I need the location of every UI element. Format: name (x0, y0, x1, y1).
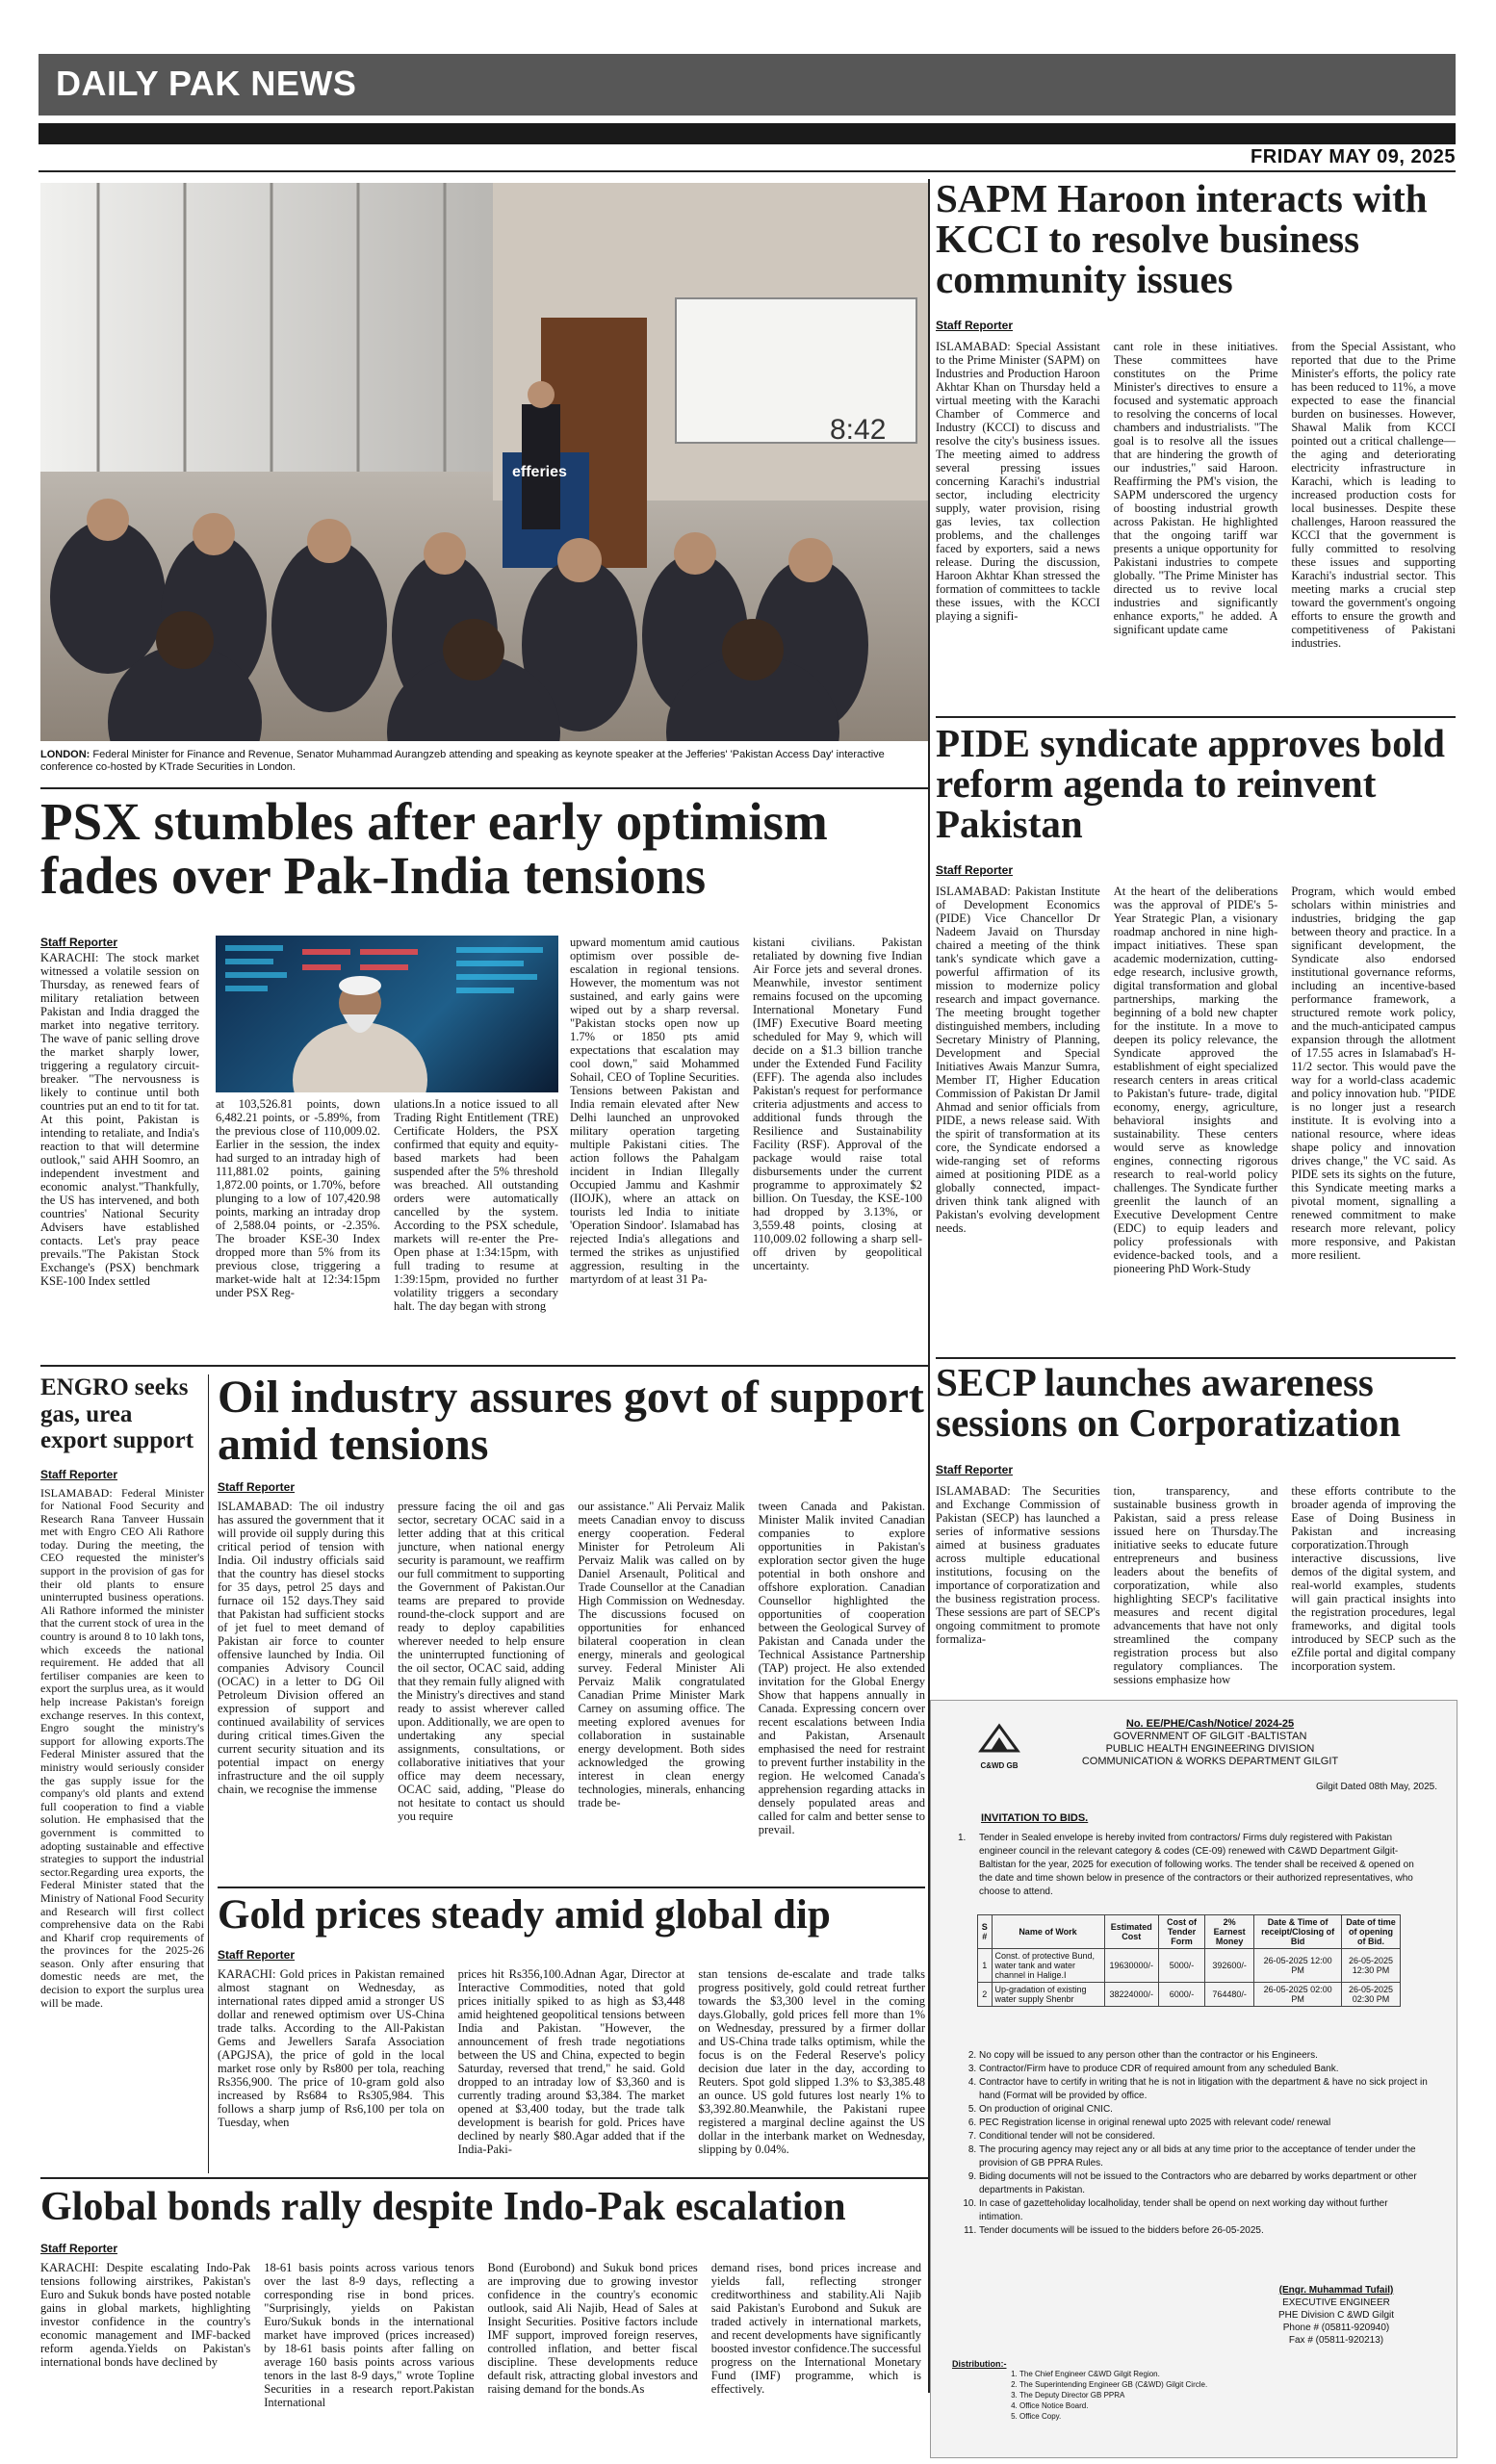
pide-col-3: Program, which would embed scholars within ministries and industries, bridging the gap between theory and practice. In a significant development, the Syndicate also endorsed institutional governance reforms, including an incentive-based performance framework, a structured remote work policy, and the much-anticipated campus expansion through the allotment of 17.55 acres in Islamabad's H-11/2 sector. This would pave the way for a world-class academic and policy innovation hub. "PIDE is no longer just a research institute. It is evolving into a national resource, where ideas shape policy and innovation drives change," the VC said. As PIDE sets its sights on the future, this Syndicate meeting marks a pivotal moment, signalling a renewed commitment to make research more relevant, policy more responsive, and Pakistan more resilient. (1291, 885, 1457, 1263)
rule (936, 716, 1456, 718)
rule (40, 787, 928, 789)
table-cell: 2 (978, 1983, 993, 2007)
notice-intro-wrap (958, 1832, 1430, 1899)
gold-article (218, 1894, 925, 2173)
psx-col-4: upward momentum amid cautious optimism over possible de-escalation in regional tensions. However, the momentum was not sustained, and early gains were wiped out by a sharp reversal. "Pakistan stocks open now up 1.7% or 1850 pts amid expectations that escalation may cool down," said Mohammed Sohail, CEO of Topline Securities. Tensions between Pakistan and India remain elevated after New Delhi launched an unprovoked military operation targeting multiple Pakistani cities. The action follows the Pahalgam incident in Indian Illegally Occupied Jammu and Kashmir (IIOJK), where an attack on tourists led India to initiate 'Operation Sindoor'. Islamabad has rejected India's allegations and termed the strikes as unjustified aggression, resulting in the martyrdom of at least 31 Pa- (570, 936, 739, 1286)
notice-org1: GOVERNMENT OF GILGIT -BALTISTAN (1113, 1731, 1307, 1742)
condition-item: 10. In case of gazetteholiday localholiday, tender shall be opend on next working day without further intimation. (979, 2197, 1432, 2224)
sapm-article (936, 176, 1457, 717)
notice-item-1-number: 1. (958, 1833, 967, 1843)
top-rule (39, 170, 1456, 172)
podium-logo: efferies (512, 464, 567, 480)
sapm-headline: SAPM Haroon interacts with KCCI to resolve business community issues (936, 176, 1428, 301)
rule (936, 1357, 1456, 1359)
oil-headline: Oil industry assures govt of support amid tensions (218, 1372, 924, 1470)
tender-table-header (978, 1915, 1401, 1949)
oil-col-3: our assistance." Ali Pervaiz Malik meets Canadian envoy to discuss energy cooperation. Federal Minister for Petroleum Ali Pervaiz Malik was called on by Daniel Arsenault, Political and Trade Counsellor at the Canadian High Commission on Wednesday. The discussions focused on opportunities for enhanced bilateral cooperation in clean energy, minerals and geological survey. Federal Minister Ali Pervaiz Malik congratulated Canadian Prime Minister Mark Carney on assuming office. The meeting explored avenues for collaboration in sustainable energy development. Both sides acknowledged the growing interest in clean energy technologies, minerals, enhancing trade be- (578, 1499, 745, 1810)
psx-photo (216, 936, 558, 1092)
oil-col-2: pressure facing the oil and gas sector, secretary OCAC said in a letter adding that at this critical juncture, when national energy security is paramount, we reaffirm our full commitment to supporting the Government of Pakistan.Our teams are prepared to provide round-the-clock support and are ready to deploy capabilities wherever needed to help ensure the uninterrupted functioning of the oil sector, OCAC said, adding that they remain fully aligned with the Ministry's directives and stand ready to assist wherever called upon. Additionally, we are open to undertaking any special assignments, consultations, or collaborative initiatives that your office may deem necessary, OCAC said, adding, "Please do not hesitate to contact us should you require (398, 1499, 565, 1823)
signature-block (1254, 2284, 1418, 2347)
notice-header (1037, 1718, 1383, 1768)
rule (218, 1886, 925, 1888)
table-cell: 26-05-2025 12:00 PM (1254, 1949, 1342, 1983)
table-cell: 26-05-2025 02:30 PM (1341, 1983, 1400, 2007)
gold-headline: Gold prices steady amid global dip (218, 1892, 831, 1938)
condition-item: 3. Contractor/Firm have to produce CDR of required amount from any scheduled Bank. (979, 2063, 1432, 2076)
caption-text: Federal Minister for Finance and Revenue, Senator Muhammad Aurangzeb attending and speaking as keynote speaker at the Jefferies' 'Pakistan Access Day' interactive conference co-hosted by KTrade Securities in London. (40, 749, 885, 773)
bonds-col-1: KARACHI: Despite escalating Indo-Pak tensions following airstrikes, Pakistan's Euro and Sukuk bonds have posted notable gains in global markets, highlighting investor confidence in the country's economic management and IMF-backed reform agenda.Yields on Pakistan's international bonds have declined by (40, 2260, 251, 2369)
oil-col-1: ISLAMABAD: The oil industry has assured the government that it will provide oil supply during this critical period of tension with India. Oil industry officials said that the country has diesel stocks for 35 days, petrol 25 days and furnace oil 152 days.They said that Pakistan had sufficient stocks of jet fuel to meet demand of Pakistan air force to counter offensive launched by India. Oil companies Advisory Council (OCAC) in a letter to DG Oil Petroleum Division offered an expression of support and continued availability of services during critical times.Given the current security situation and its potential impact on energy infrastructure and the oil supply chain, we recognise the immense (218, 1499, 385, 1796)
condition-item: 11. Tender documents will be issued to the bidders before 26-05-2025. (979, 2224, 1432, 2238)
psx-byline: Staff Reporter (40, 936, 118, 949)
gold-col-1: KARACHI: Gold prices in Pakistan remained almost stagnant on Wednesday, as international rates dipped amid a stronger US dollar and renewed optimism over US-China trade talks. According to the All-Pakistan Gems and Jewellers Sarafa Association (APGJSA), the price of gold in the local market rose only by Rs800 per tola, reaching Rs356,900. The price of 10-gram gold also increased by Rs684 to Rs305,984. This follows a sharp jump of Rs6,100 per tola on Tuesday, when (218, 1966, 445, 2129)
pide-col-1: ISLAMABAD: Pakistan Institute of Development Economics (PIDE) Vice Chancellor Dr Nadeem Javaid on Thursday chaired a meeting of the think tank's syndicate which gave a powerful affirmation of its mission to modernize policy research and impact governance. The meeting brought together distinguished members, including Secretary Ministry of Planning, Development and Special Initiatives Awais Manzur Sumra, Member IT, Higher Education Commission of Pakistan Dr Jamil Ahmad and senior officials from PIDE, a news release said. With the spirit of transformation at its core, the Syndicate endorsed a wide-ranging set of reforms aimed at positioning PIDE as a globally connected, impact-driven think tank aligned with Pakistan's evolving development needs. (936, 885, 1100, 1236)
th-closing: Date & Time of receipt/Closing of Bid (1254, 1915, 1342, 1949)
th-form: Cost of Tender Form (1159, 1915, 1205, 1949)
tender-notice (930, 1700, 1457, 2458)
rule (40, 1365, 928, 1367)
bonds-byline: Staff Reporter (40, 2241, 118, 2255)
bonds-headline: Global bonds rally despite Indo-Pak escalation (40, 2185, 846, 2229)
notice-intro: Tender in Sealed envelope is hereby invited from contractors/ Firms duly registered with Pakistan engineer council in the relevant category & codes (CE-09) renewed with C&WD Department Gilgit- Baltistan for the year, 2025 for execution of following works. The tender shall be received & opened on the date and time shown below in presence of the contractors or their authorized representatives, who choose to attend. (979, 1833, 1414, 1897)
bonds-article (40, 2187, 921, 2446)
sapm-body (936, 340, 1456, 717)
pide-article (936, 721, 1457, 1366)
conference-photo-graphic (40, 183, 928, 741)
cwd-logo-icon (977, 1722, 1021, 1766)
screen-clock: 8:42 (830, 414, 887, 446)
psx-headline: PSX stumbles after early optimism fades over Pak-India tensions (40, 792, 828, 906)
sign-dept: PHE Division C &WD Gilgit (1277, 2310, 1395, 2321)
notice-org3: COMMUNICATION & WORKS DEPARTMENT GILGIT (1081, 1756, 1339, 1767)
table-cell: 764480/- (1205, 1983, 1254, 2007)
table-row (978, 1983, 1401, 2007)
engro-body: ISLAMABAD: Federal Minister for National Food Security and Research Rana Tanveer Hussain met with Engro CEO Ali Rathore today. During the meeting, the CEO requested the minister's support in the provision of gas for their old plants to ensure uninterrupted business operations. Ali Rathore informed the minister that the current stock of urea in the country is around 8 to 10 lakh tons, which exceeds the national requirement. He added that all fertiliser companies are keen to export the surplus urea, as it would help increase Pakistan's foreign exchange reserves. In this context, Engro sought the ministry's support for allowing exports.The Federal Minister assured that the ministry would seriously consider the gas supply issue for the company's old plants and extend full cooperation to find a viable solution. He emphasised that the government is committed to adopting sustainable and effective strategies to support the industrial sector.Regarding urea exports, the Federal Minister stated that the Ministry of National Food Security and Research will first collect comprehensive data on the Rabi and Kharif crop requirements of the provinces for the 2025-26 season. Only after ensuring that domestic needs are met, the decision to export the surplus urea will be made. (40, 1486, 204, 2010)
dateline: FRIDAY MAY 09, 2025 (1251, 146, 1456, 167)
pide-body (936, 885, 1456, 1366)
sign-name: (Engr. Muhammad Tufail) (1278, 2285, 1394, 2296)
secp-col-2: tion, transparency, and sustainable business growth in Pakistan, said a press release issued here on Thursday.The initiative seeks to educate future entrepreneurs and business leaders about the benefits of corporatization, while also highlighting SECP's facilitative measures and recent digital advancements that have not only streamlined the company registration process but also regulatory compliances. The sessions emphasize how (1113, 1483, 1278, 1686)
oil-article (218, 1374, 925, 1915)
engro-headline: ENGRO seeks gas, urea export support (40, 1374, 194, 1453)
distribution-item: 1. The Chief Engineer C&WD Gilgit Region. (1019, 2369, 1405, 2379)
secp-headline: SECP launches awareness sessions on Corporatization (936, 1360, 1401, 1445)
th-opening: Date of time of opening of Bid. (1341, 1915, 1400, 1949)
sapm-byline: Staff Reporter (936, 319, 1014, 333)
condition-item: 6. PEC Registration license in original renewal upto 2025 with relevant code/ renewal (979, 2117, 1432, 2130)
conference-photo (40, 183, 928, 741)
bonds-col-2: 18-61 basis points across various tenors over the last 8-9 days, reflecting a corresponding rise in bond prices. "Surprisingly, yields on Pakistan Euro/Sukuk bonds in the international market have improved (prices increased) by 18-61 basis points after falling on average 160 basis points across various tenors in the last 8-9 days," wrote Topline Securities in a research report.Pakistan International (264, 2260, 475, 2409)
th-name: Name of Work (992, 1915, 1104, 1949)
table-cell: Const. of protective Bund, water tank and water channel in Halige.I (992, 1949, 1104, 1983)
distribution-item: 3. The Deputy Director GB PPRA (1019, 2390, 1405, 2400)
notice-org2: PUBLIC HEALTH ENGINEERING DIVISION (1105, 1743, 1315, 1755)
table-cell: 38224000/- (1104, 1983, 1159, 2007)
newspaper-title: DAILY PAK NEWS (56, 64, 357, 103)
table-cell: 392600/- (1205, 1949, 1254, 1983)
psx-photo-graphic (216, 936, 558, 1092)
distribution-list (998, 2369, 1405, 2422)
bonds-col-4: demand rises, bond prices increase and yields fall, reflecting stronger creditworthiness and stability.Ali Najib said Pakistan's Eurobond and Sukuk are traded actively in international markets, and recent developments have significantly boosted investor confidence.The successful progress on the International Monetary Fund (IMF) programme, which is effectively. (710, 2260, 921, 2396)
psx-body-lead (40, 951, 199, 1360)
distribution-item: 2. The Superintending Engineer GB (C&WD) Gilgit Circle. (1019, 2379, 1405, 2390)
table-cell: 1 (978, 1949, 993, 1983)
notice-date: Gilgit Dated 08th May, 2025. (1316, 1782, 1437, 1792)
table-cell: 26-05-2025 12:30 PM (1341, 1949, 1400, 1983)
secp-body (936, 1484, 1456, 1713)
condition-item: 8. The procuring agency may reject any or all bids at any time prior to the acceptance of tender under the provision of GB PPRA Rules. (979, 2143, 1432, 2170)
gold-col-2: prices hit Rs356,100.Adnan Agar, Director at Interactive Commodities, noted that gold prices initially spiked to as high as $3,448 amid heightened geopolitical tensions between India and Pakistan. "However, the announcement of fresh trade negotiations between the US and China, expected to begin Saturday, reversed that trend," he said. Gold dropped to an intraday low of $3,360 and is currently trading around $3,384. The market opened at $3,400 today, but the trade talk development is bearish for gold. Prices have declined by nearly $80.Agar added that if the India-Paki- (457, 1966, 685, 2156)
pide-byline: Staff Reporter (936, 863, 1014, 878)
psx-col-2: at 103,526.81 points, down 6,482.21 points, or -5.89%, from the previous close of 110,009.02. Earlier in the session, the index had surged to an intraday high of 111,881.02 points, gaining 1,872.00 points, or 1.70%, before plunging to a low of 107,420.98 points, marking an intraday drop of 2,588.04 points, or -2.35%. The broader KSE-30 Index dropped more than 5% from its previous close, triggering a market-wide halt at 12:34:15pm under PSX Reg- (216, 1097, 380, 1299)
table-cell: 19630000/- (1104, 1949, 1159, 1983)
psx-body-mid (216, 1097, 558, 1359)
masthead (39, 54, 1456, 116)
gold-byline: Staff Reporter (218, 1947, 296, 1962)
distribution-item: 4. Office Notice Board. (1019, 2400, 1405, 2411)
secp-article (936, 1360, 1457, 1713)
pide-headline: PIDE syndicate approves bold reform agenda to reinvent Pakistan (936, 721, 1445, 846)
psx-col-5: kistani civilians. Pakistan retaliated by downing five Indian Air Force jets and several drones. Meanwhile, investor sentiment remains focused on the upcoming International Monetary Fund (IMF) Executive Board meeting scheduled for May 9, which will decide on a $1.3 billion tranche under the Extended Fund Facility (EFF). The agenda also includes Pakistan's request for performance criteria adjustments and access to additional funds through the Resilience and Sustainability Facility (RSF). Approval of the package would raise total disbursements under the current programme to approximately $2 billion. On Tuesday, the KSE-100 had dropped by 3.13%, or 3,559.48 points, closing at 110,009.02 following a sharp sell-off driven by geopolitical uncertainty. (753, 936, 922, 1272)
psx-col-3: ulations.In a notice issued to all Trading Right Entitlement (TRE) Certificate Holders, the PSX confirmed that equity and equity-based markets had been suspended after the 5% threshold was breached. All outstanding orders were automatically cancelled by the system. According to the PSX schedule, markets will re-enter the Pre-Open phase at 1:34:15pm, with full trading to resume at 1:39:15pm, provided no further volatility triggers a secondary halt. The day began with strong (394, 1097, 558, 1313)
bonds-col-3: Bond (Eurobond) and Sukuk bond prices are improving due to growing investor confidence in the country's economic outlook, said Ali Najib, Head of Sales at Insight Securities. Positive factors include IMF support, improved foreign reserves, controlled inflation, and better fiscal discipline. These developments reduce default risk, attracting global investors and raising demand for the bonds.As (487, 2260, 698, 2396)
gold-col-3: stan tensions de-escalate and trade talks progress positively, gold could retreat further towards the $3,300 level in the coming days.Globally, gold prices fell more than 1% on Wednesday, pressured by a firmer dollar and US-China trade talks optimism, while the focus is on the Federal Reserve's policy decision due later in the day, according to Reuters. Spot gold slipped 1.3% to $3,385.48 an ounce. US gold futures lost nearly 1% to $3,392.80.Meanwhile, the Pakistani rupee registered a marginal decline against the US dollar in the interbank market on Wednesday, slipping by 0.04%. (698, 1966, 926, 2156)
condition-item: 5. On production of original CNIC. (979, 2103, 1432, 2117)
sign-phone: Phone # (05811-920940) (1282, 2323, 1390, 2333)
rule (40, 2177, 928, 2179)
sapm-col-3: from the Special Assistant, who reported that due to the Prime Minister's efforts, the policy rate has been reduced to 11%, a move expected to ease the financial burden on businesses. However, Shawal Malik from KCCI pointed out a critical challenge—the aging and deteriorating electricity infrastructure in Karachi, which is leading to increased production costs for local businesses. Despite these challenges, Haroon reassured the KCCI that the government is fully committed to resolving these issues and supporting Karachi's industrial sector. This meeting marks a crucial step toward the government's ongoing efforts to ensure the growth and competitiveness of Pakistani industries. (1291, 340, 1457, 651)
engro-byline: Staff Reporter (40, 1467, 118, 1481)
sign-title: EXECUTIVE ENGINEER (1282, 2297, 1390, 2308)
condition-item: 9. Biding documents will not be issued to the Contractors who are debarred by works department or other departments in Pakistan. (979, 2170, 1432, 2197)
sapm-col-2: cant role in these initiatives. These committees have constitutes on the Prime Minister's directives to ensure a focused and systematic approach to resolving the concerns of local chambers and industrialists. "The goal is to resolve all the issues that are hindering the growth of our industries," said Haroon. Reaffirming the PM's vision, the SAPM underscored the urgency of boosting industrial growth across Pakistan. He highlighted that the ongoing tariff war presents a unique opportunity for Pakistani industries to compete globally. "The Prime Minister has directed us to revive local industries and significantly enhance exports," he added. A significant update came (1113, 340, 1278, 637)
psx-body-right (570, 936, 922, 1359)
oil-col-4: tween Canada and Pakistan. Minister Malik invited Canadian companies to explore opportunities in Pakistan's exploration sector given the huge potential in both onshore and offshore exploration. Canadian Counsellor highlighted the opportunities of cooperation between the Geological Survey of Pakistan and Canada under the Technical Assistance Partnership (TAP) project. He also extended invitation for the Global Energy Show that happens annually in Canada. Expressing concern over recent escalations between India and Pakistan, Arsenault emphasised the need for restraint to prevent further instability in the region. He welcomed Canada's apprehension regarding attacks in densely populated areas and called for calm and better sense to prevail. (758, 1499, 925, 1836)
table-cell: Up-gradation of existing water supply Shenbr (992, 1983, 1104, 2007)
secp-col-1: ISLAMABAD: The Securities and Exchange Commission of Pakistan (SECP) has launched a series of informative sessions aimed at business graduates across multiple educational institutions, focusing on the importance of corporatization and the business registration process. These sessions are part of SECP's ongoing commitment to promote formaliza- (936, 1483, 1100, 1646)
condition-item: 4. Contractor have to certify in writing that he is not in litigation with the department & have no sick project in hand (Format will be provided by office. (979, 2076, 1432, 2103)
psx-article (40, 792, 921, 906)
sapm-col-1: ISLAMABAD: Special Assistant to the Prime Minister (SAPM) on Industries and Production Haroon Akhtar Khan on Thursday held a virtual meeting with the Karachi Chamber of Commerce and Industry (KCCI) to discuss and resolve the city's business issues. The meeting aimed to address several pressing issues concerning Karachi's industrial sector, including electricity supply, water provision, rising gas levies, tax collection problems, and the challenges faced by exporters, said a news release. During the discussion, Haroon Akhtar Khan stressed the formation of committees to tackle these issues, with the KCCI playing a signifi- (936, 340, 1100, 624)
secp-col-3: these efforts contribute to the broader agenda of improving the Ease of Doing Business in Pakistan and increasing corporatization.Through interactive discussions, live demos of the digital system, and real-world examples, students will gain practical insights into the registration procedures, legal frameworks, and digital tools introduced by SECP such as the eZfile portal and digital company incorporation system. (1291, 1483, 1457, 1673)
gold-body (218, 1967, 925, 2173)
psx-col-1: KARACHI: The stock market witnessed a volatile session on Thursday, as renewed fears of military retaliation between Pakistan and India dragged the market into negative territory. The wave of panic selling drove the market sharply lower, triggering a regulatory circuit-breaker. "The nervousness is likely to continue until both countries put an end to tit for tat. At this point, Pakistan is intending to retaliate, and India's reaction to that will determine outlook," said AHH Soomro, an independent investment and economic analyst."Thankfully, the US has intervened, and both countries' National Security Advisers have established contacts. Let's pray peace prevails."The Pakistan Stock Exchange's (PSX) benchmark KSE-100 Index settled (40, 951, 199, 1288)
bonds-body (40, 2261, 921, 2446)
sign-fax: Fax # (05811-920213) (1288, 2335, 1384, 2346)
pide-col-2: At the heart of the deliberations was the approval of PIDE's 5-Year Strategic Plan, a visionary roadmap anchored in nine high-impact initiatives. These span academic modernization, cutting-edge research, inclusive growth, digital transformation and global partnerships, marking the beginning of a bold new chapter for the institute. In a move to deepen its policy relevance, the Syndicate approved the establishment of eight specialized research centers in areas critical to Pakistan's future- trade, digital economy, energy, agriculture, behavioral insights and sustainability. These centers would serve as knowledge engines, connecting rigorous research to real-world policy challenges. The Syndicate further greenlit the launch of an Executive Development Centre (EDC) to equip leaders and policy professionals with evidence-backed tools, and a pioneering PhD Work-Study (1113, 885, 1278, 1276)
masthead-bar (39, 123, 1456, 144)
photo-caption (40, 749, 928, 774)
distribution-item: 5. Office Copy. (1019, 2411, 1405, 2422)
table-cell: 6000/- (1159, 1983, 1205, 2007)
oil-body (218, 1500, 925, 1915)
th-earnest: 2% Earnest Money (1205, 1915, 1254, 1949)
cwd-logo (977, 1722, 1021, 1770)
logo-text: C&WD GB (980, 1761, 1019, 1770)
condition-item: 2. No copy will be issued to any person other than the contractor or his Engineers. (979, 2049, 1432, 2063)
th-sno: S # (978, 1915, 993, 1949)
notice-conditions (958, 2049, 1432, 2238)
secp-byline: Staff Reporter (936, 1462, 1014, 1476)
column-rule (208, 1374, 209, 2173)
engro-article (40, 1374, 204, 2243)
caption-lead: LONDON: (40, 749, 90, 760)
tender-table (977, 1914, 1401, 2007)
notice-title: INVITATION TO BIDS. (981, 1812, 1089, 1824)
table-row (978, 1949, 1401, 1983)
condition-item: 7. Conditional tender will not be considered. (979, 2130, 1432, 2143)
notice-ref: No. EE/PHE/Cash/Notice/ 2024-25 (1125, 1718, 1295, 1730)
distribution-label: Distribution:- (952, 2359, 1007, 2369)
th-cost: Estimated Cost (1104, 1915, 1159, 1949)
table-cell: 26-05-2025 02:00 PM (1254, 1983, 1342, 2007)
table-cell: 5000/- (1159, 1949, 1205, 1983)
oil-byline: Staff Reporter (218, 1479, 296, 1494)
